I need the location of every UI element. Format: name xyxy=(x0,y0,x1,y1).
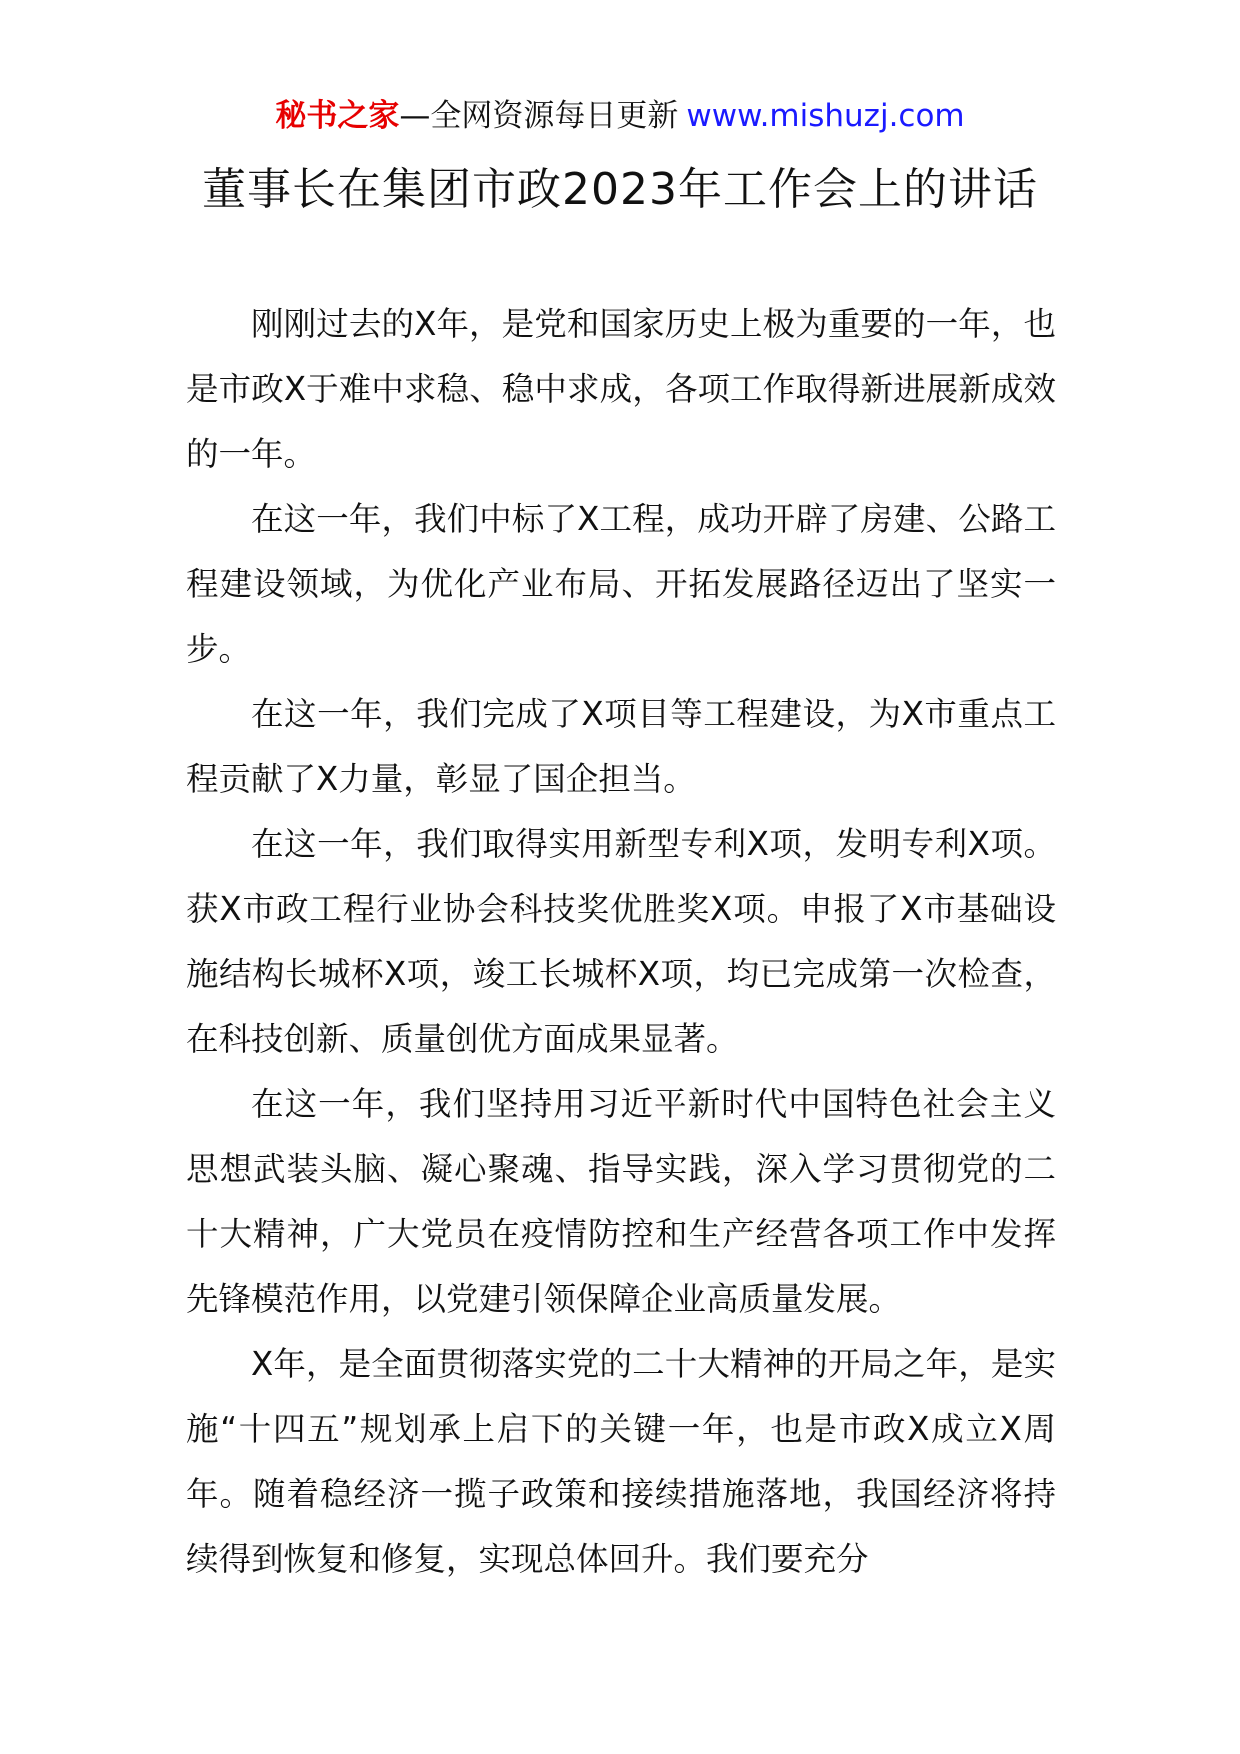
site-header xyxy=(0,96,1240,136)
document-title: 董事长在集团市政2023年工作会上的讲话 xyxy=(202,164,1038,215)
paragraph-6: X年，是全面贯彻落实党的二十大精神的开局之年，是实施“十四五”规划承上启下的关键一年，也是市政X成立X周年。随着稳经济一揽子政策和接续措施落地，我国经济将持续得到恢复和修复，实现总体回升。我们要充分 xyxy=(186,1345,1056,1578)
brand-name: 秘书之家 xyxy=(275,98,400,134)
paragraph-2: 在这一年，我们中标了X工程，成功开辟了房建、公路工程建设领域，为优化产业布局、开拓发展路径迈出了坚实一步。 xyxy=(186,500,1056,668)
header-tagline: —全网资源每日更新 xyxy=(399,98,679,134)
paragraph-5: 在这一年，我们坚持用习近平新时代中国特色社会主义思想武装头脑、凝心聚魂、指导实践，深入学习贯彻党的二十大精神，广大党员在疫情防控和生产经营各项工作中发挥先锋模范作用，以党建引领保障企业高质量发展。 xyxy=(186,1085,1056,1318)
document-body xyxy=(186,292,1056,1592)
paragraph-1: 刚刚过去的X年，是党和国家历史上极为重要的一年，也是市政X于难中求稳、稳中求成，各项工作取得新进展新成效的一年。 xyxy=(186,305,1056,473)
paragraph-4: 在这一年，我们取得实用新型专利X项，发明专利X项。获X市政工程行业协会科技奖优胜奖X项。申报了X市基础设施结构长城杯X项，竣工长城杯X项，均已完成第一次检查，在科技创新、质量创优方面成果显著。 xyxy=(186,825,1056,1058)
paragraph-3: 在这一年，我们完成了X项目等工程建设，为X市重点工程贡献了X力量，彰显了国企担当。 xyxy=(186,695,1056,798)
site-url-link[interactable]: www.mishuzj.com xyxy=(686,98,965,134)
